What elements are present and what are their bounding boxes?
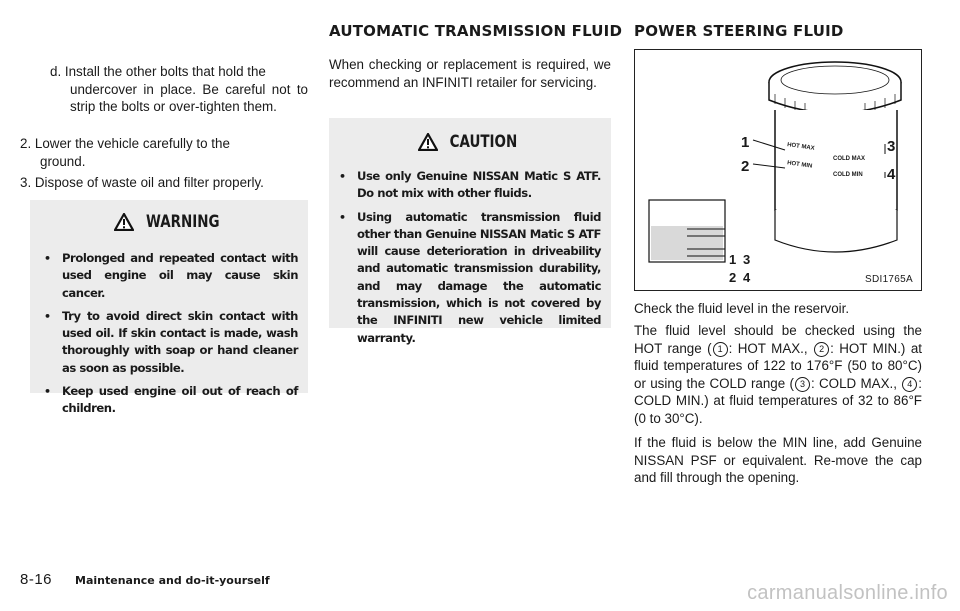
watermark-text: carmanualsonline.info <box>747 582 948 604</box>
warning-title: WARNING <box>145 212 220 232</box>
circle-num-4: 4 <box>902 377 917 392</box>
warning-triangle-icon <box>114 213 134 231</box>
psf-para-2-c: : HOT MIN.) at fluid temperatures of 122 to 176°F (50 to 80°C) or using the COLD range ( <box>634 340 922 391</box>
atf-intro: When checking or replacement is required, we recommend an INFINITI retailer for servicing. <box>329 57 611 90</box>
warning-list <box>42 250 298 418</box>
caution-header <box>329 132 611 152</box>
step-d-cont: undercover in place. Be careful not to strip the bolts or over-tighten them. <box>70 81 308 115</box>
step-d-line1: d. Install the other bolts that hold the <box>50 64 266 79</box>
gauge-callout-4: 4 <box>743 270 751 285</box>
section-heading-psf: POWER STEERING FLUID <box>634 22 844 40</box>
callout-1: 1 <box>741 134 750 151</box>
step-2-cont: ground. <box>40 153 86 169</box>
circle-num-1: 1 <box>713 342 728 357</box>
reservoir-diagram <box>635 50 921 290</box>
hot-min-mark: HOT MIN <box>786 160 813 170</box>
gauge-callout-1: 1 <box>729 252 737 267</box>
cold-max-mark: COLD MAX <box>833 156 865 162</box>
psf-para-2-b: : HOT MAX., <box>728 340 808 356</box>
step-d <box>50 63 308 116</box>
circle-num-2: 2 <box>814 342 829 357</box>
psf-para-2 <box>634 322 922 428</box>
warning-triangle-icon <box>418 133 438 151</box>
cold-min-mark: COLD MIN <box>833 172 863 178</box>
section-heading-atf: AUTOMATIC TRANSMISSION FLUID <box>329 22 623 40</box>
psf-para-2-a: The fluid level should be checked using the HOT range ( <box>634 323 922 356</box>
warning-bullet: • Keep used engine oil out of reach of children. <box>42 383 298 418</box>
step-2-line1: 2. Lower the vehicle carefully to the <box>20 136 230 151</box>
gauge-callout-2: 2 <box>729 270 737 285</box>
callout-3: 3 <box>887 138 896 155</box>
footer-section-title: Maintenance and do-it-yourself <box>75 574 270 587</box>
caution-box <box>329 118 611 345</box>
hot-max-mark: HOT MAX <box>786 142 815 152</box>
caution-list <box>337 168 601 347</box>
step-2 <box>20 135 308 170</box>
gauge-callout-3: 3 <box>743 252 751 267</box>
callout-2: 2 <box>741 158 750 175</box>
page-number: 8-16 <box>20 571 53 588</box>
step-3: 3. Dispose of waste oil and filter properly. <box>20 175 264 190</box>
psf-para-1: Check the fluid level in the reservoir. <box>634 301 850 316</box>
caution-bullet: • Use only Genuine NISSAN Matic S ATF. Do not mix with other fluids. <box>337 168 601 203</box>
warning-header <box>30 212 308 232</box>
callout-4: 4 <box>887 166 896 183</box>
warning-bullet: • Prolonged and repeated contact with used engine oil may cause skin cancer. <box>42 250 298 302</box>
psf-para-2-e: : COLD MIN.) at fluid temperatures of 32 to 86°F (0 to 30°C). <box>634 375 923 426</box>
caution-bullet: • Using automatic transmission fluid other than Genuine NISSAN Matic S ATF will cause deterioration in driveability and automatic transmission durability, and may damage the automatic transmission, which is not covered by the INFINITI new vehicle limited warranty. <box>337 209 601 347</box>
psf-para-2-d: : COLD MAX., <box>810 375 897 391</box>
caution-title: CAUTION <box>449 132 518 152</box>
circle-num-3: 3 <box>795 377 810 392</box>
warning-box <box>30 200 308 416</box>
figure-label: SDI1765A <box>865 274 913 285</box>
psf-para-3: If the fluid is below the MIN line, add Genuine NISSAN PSF or equivalent. Re-move the cap and fill through the opening. <box>634 435 922 486</box>
reservoir-figure <box>634 49 922 291</box>
warning-bullet: • Try to avoid direct skin contact with used oil. If skin contact is made, wash thoroughly with soap or hand cleaner as soon as possible. <box>42 308 298 377</box>
